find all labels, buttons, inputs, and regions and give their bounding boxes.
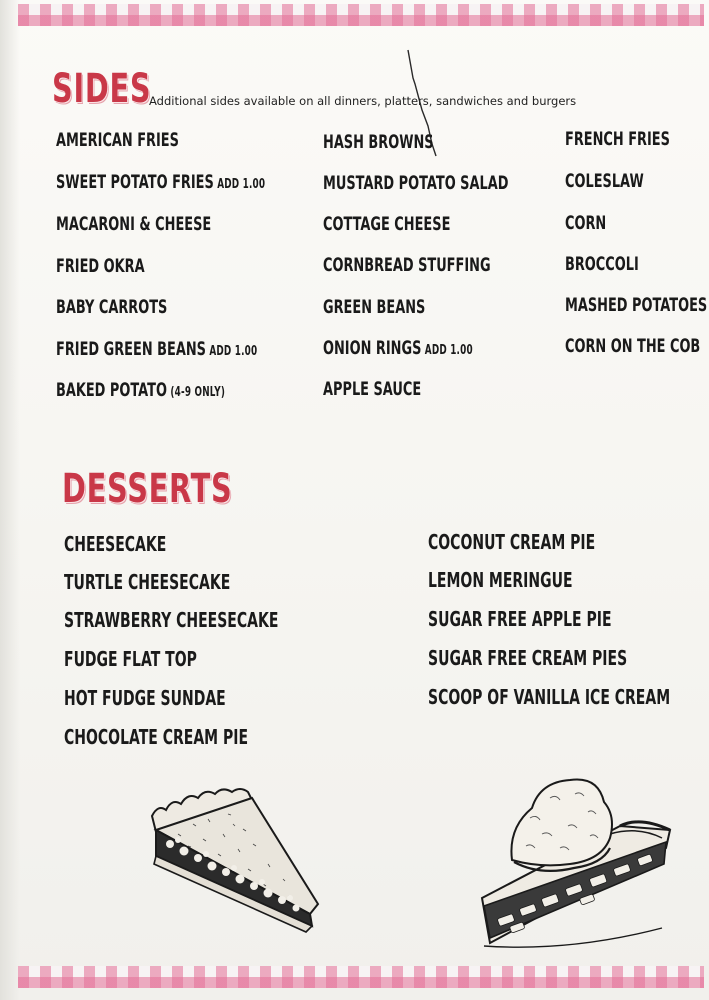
price-note: ADD 1.00 <box>217 177 266 192</box>
dessert-item: CHEESECAKE <box>64 532 167 556</box>
side-item: APPLE SAUCE <box>323 378 422 400</box>
side-item: BABY CARROTS <box>56 296 168 318</box>
sides-heading: SIDES <box>52 66 152 112</box>
side-item: FRENCH FRIES <box>565 128 670 150</box>
dessert-item: SUGAR FREE APPLE PIE <box>428 607 612 631</box>
side-item: CORN ON THE COB <box>565 335 701 357</box>
side-item: FRIED GREEN BEANS ADD 1.00 <box>56 338 258 360</box>
side-item: ONION RINGS ADD 1.00 <box>323 337 473 359</box>
cherry-pie-slice-illustration <box>148 784 323 934</box>
side-item: COLESLAW <box>565 170 644 192</box>
dessert-item: STRAWBERRY CHEESECAKE <box>64 608 279 632</box>
side-item: MASHED POTATOES <box>565 294 708 316</box>
apple-pie-a-la-mode-illustration <box>470 768 675 953</box>
dessert-item: TURTLE CHEESECAKE <box>64 570 231 594</box>
side-item: COTTAGE CHEESE <box>323 213 451 235</box>
dessert-item: FUDGE FLAT TOP <box>64 647 197 671</box>
dessert-item: SUGAR FREE CREAM PIES <box>428 646 628 670</box>
gingham-border-top <box>18 4 704 26</box>
side-item: HASH BROWNS <box>323 131 434 153</box>
side-item: FRIED OKRA <box>56 255 145 277</box>
side-item: CORNBREAD STUFFING <box>323 254 491 276</box>
gingham-border-bottom <box>18 966 704 988</box>
side-item: MACARONI & CHEESE <box>56 213 212 235</box>
dessert-item: COCONUT CREAM PIE <box>428 530 596 554</box>
side-item: BAKED POTATO (4-9 ONLY) <box>56 379 226 401</box>
side-item: CORN <box>565 212 607 234</box>
side-item: AMERICAN FRIES <box>56 129 179 151</box>
side-item: GREEN BEANS <box>323 296 426 318</box>
price-note: ADD 1.00 <box>209 344 258 359</box>
dessert-item: CHOCOLATE CREAM PIE <box>64 725 249 749</box>
side-item: MUSTARD POTATO SALAD <box>323 172 509 194</box>
dessert-item: HOT FUDGE SUNDAE <box>64 686 226 710</box>
sides-subtitle: Additional sides available on all dinners, platters, sandwiches and burgers <box>149 94 577 108</box>
availability-note: (4-9 ONLY) <box>170 385 226 400</box>
dessert-item: SCOOP OF VANILLA ICE CREAM <box>428 685 671 709</box>
side-item: SWEET POTATO FRIES ADD 1.00 <box>56 171 266 193</box>
price-note: ADD 1.00 <box>424 343 473 358</box>
dessert-item: LEMON MERINGUE <box>428 568 573 592</box>
desserts-heading: DESSERTS <box>62 466 233 512</box>
side-item: BROCCOLI <box>565 253 639 275</box>
